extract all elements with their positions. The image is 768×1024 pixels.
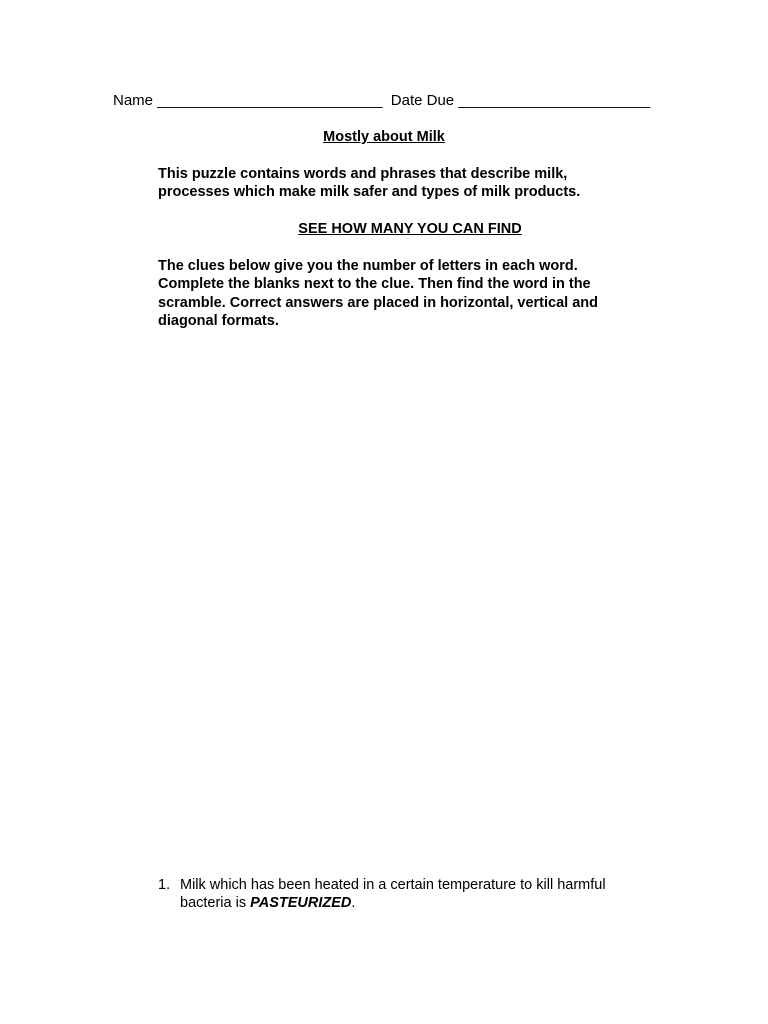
question-item — [158, 877, 638, 912]
see-how-heading: SEE HOW MANY YOU CAN FIND — [298, 221, 522, 237]
page-title: Mostly about Milk — [323, 129, 445, 145]
date-due-blank: _______________________ — [458, 92, 651, 109]
header-line — [113, 91, 650, 111]
instructions-line: Complete the blanks next to the clue. Then find the word in the — [158, 276, 591, 293]
instructions-line: The clues below give you the number of letters in each word. — [158, 258, 578, 274]
name-blank: ___________________________ — [157, 92, 383, 109]
question-ending: . — [351, 894, 356, 911]
name-label: Name — [113, 92, 154, 109]
clues-instructions — [158, 257, 638, 330]
question-text — [180, 877, 638, 912]
question-prompt: Milk which has been heated in a certain temperature to kill harmful bacteria is — [180, 877, 606, 911]
instructions-line: scramble. Correct answers are placed in horizontal, vertical and — [158, 294, 598, 311]
date-due-label: Date Due — [390, 92, 455, 109]
intro-line: processes which make milk safer and types of milk products. — [158, 184, 581, 201]
intro-line: This puzzle contains words and phrases that describe milk, — [158, 166, 568, 182]
intro-paragraph — [158, 165, 638, 202]
question-number: 1. — [158, 877, 171, 893]
question-answer: PASTEURIZED — [250, 894, 352, 911]
instructions-line: diagonal formats. — [158, 312, 279, 329]
